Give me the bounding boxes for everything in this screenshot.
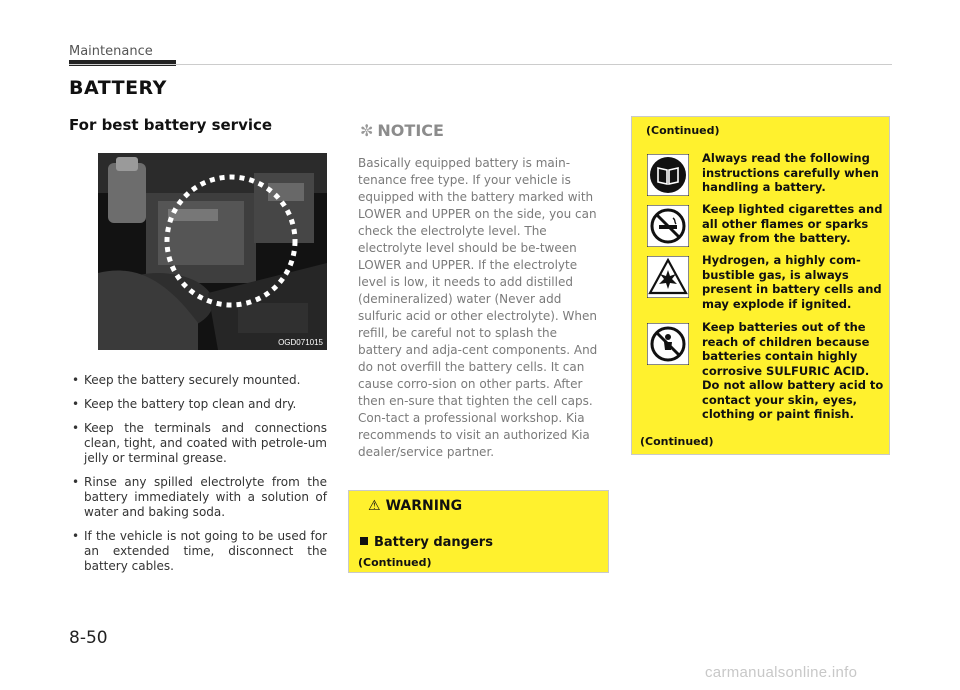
section-bar	[69, 60, 176, 66]
continued-bottom-label: (Continued)	[640, 435, 714, 448]
list-item: • Keep the terminals and connections clean, tight, and coated with petrole-um jelly or terminal grease.	[72, 421, 327, 465]
list-item: • Keep the battery securely mounted.	[72, 373, 301, 387]
notice-label: NOTICE	[377, 121, 444, 140]
section-rule	[69, 64, 892, 65]
notice-heading	[360, 121, 444, 140]
watermark: carmanualsonline.info	[705, 664, 858, 681]
symbol-text: Keep batteries out of the reach of children because batteries contain highly corrosive SULFURIC ACID. Do not allow battery acid to contact your skin, eyes, clothing or paint finish.	[702, 320, 884, 421]
warning-title	[368, 498, 462, 514]
photo-code: OGD071015	[278, 338, 323, 347]
page-number: 8-50	[69, 628, 108, 648]
notice-text: Basically equipped battery is main-tenance free type. If your vehicle is equipped with the battery marked with LOWER and UPPER on the side, you can check the electrolyte level. The electrolyte level should be be-tween LOWER and UPPER. If the electrolyte level is low, it needs to add distilled (demineralized) water (Never add sulfuric acid or other electrolyte). When refill, be careful not to splash the battery and adja-cent components. And do not overfill the battery cells. It can cause corro-sion on other parts. After then en-sure that tighten the cell caps. Con-tact a professional workshop. Kia recommends to visit an authorized Kia dealer/service partner.	[358, 156, 598, 459]
manual-book-icon	[647, 154, 689, 196]
list-item: • If the vehicle is not going to be used for an extended time, disconnect the battery cables.	[72, 529, 327, 573]
battery-engine-photo	[98, 153, 327, 350]
explosion-icon	[647, 256, 689, 298]
page-title: BATTERY	[69, 77, 167, 99]
keep-away-children-icon	[647, 323, 689, 365]
warning-label: WARNING	[385, 498, 463, 514]
continued-top-label: (Continued)	[646, 124, 720, 137]
warning-triangle-icon: ⚠	[368, 498, 381, 514]
symbol-text: Keep lighted cigarettes and all other flames or sparks away from the battery.	[702, 202, 883, 245]
warning-continued: (Continued)	[358, 556, 432, 569]
warning-subheading: Battery dangers	[360, 535, 493, 550]
square-bullet-icon	[360, 537, 368, 545]
list-item: • Rinse any spilled electrolyte from the battery immediately with a solution of water and baking soda.	[72, 475, 327, 519]
symbol-text: Hydrogen, a highly com-bustible gas, is always present in battery cells and may explode if ignited.	[702, 253, 882, 311]
section-label: Maintenance	[69, 44, 153, 59]
notice-star-icon: ✼	[360, 121, 374, 140]
battery-care-list	[72, 373, 327, 583]
no-smoking-icon	[647, 205, 689, 247]
list-item: • Keep the battery top clean and dry.	[72, 397, 297, 411]
symbol-text: Always read the following instructions carefully when handling a battery.	[702, 151, 879, 194]
subsection-heading: For best battery service	[69, 116, 273, 134]
